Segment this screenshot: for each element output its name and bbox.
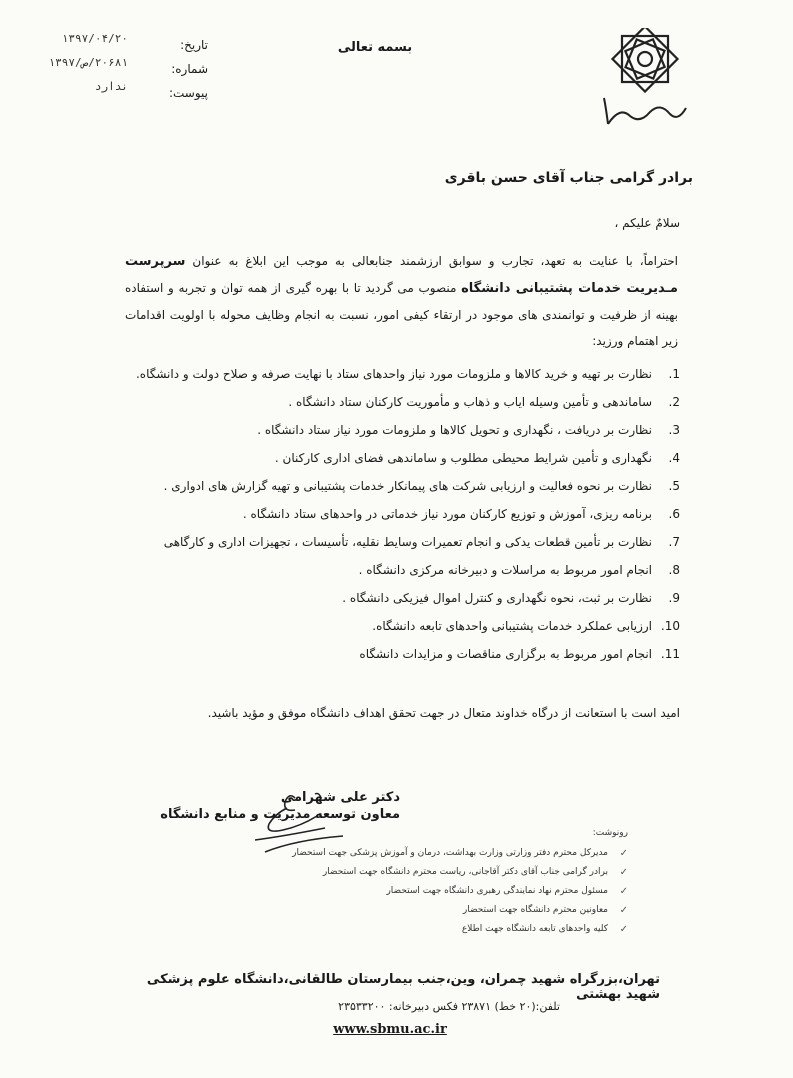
duty-text: نظارت بر تأمین قطعات یدکی و انجام تعمیرات وسایط نقلیه، تأسیسات ، تجهیزات اداری و کارگاهی [163,535,652,549]
closing-sentence: امید است با استعانت از درگاه خداوند متعال در جهت تحقق اهداف دانشگاه موفق و مؤید باشید. [207,706,680,720]
cc-item-text: کلیه واحدهای تابعه دانشگاه جهت اطلاع [461,924,608,934]
recipient-line: برادر گرامی جناب آقای حسن باقری [444,170,693,186]
duty-number: 7. [668,535,680,549]
duty-text: نگهداری و تأمین شرایط محیطی مطلوب و ساماندهی فضای اداری کارکنان . [274,451,652,465]
duty-number: 5. [668,479,680,493]
duty-number: 6. [668,507,680,521]
footer-address: تهران،بزرگراه شهید چمران، وین،جنب بیمارستان طالقانی،دانشگاه علوم پزشکی شهید بهشتی [146,972,660,1002]
duties-list [120,360,680,668]
attachment-value: ندارد [94,80,128,93]
duty-text: انجام امور مربوط به برگزاری مناقصات و مزایدات دانشگاه [359,647,652,661]
cc-title: رونوشت: [592,828,628,838]
signatory-name: دکتر علی شهرامی [280,790,400,805]
duty-item [120,444,680,472]
signatory-title: معاون توسعه مدیریت و منابع دانشگاه [160,807,400,822]
duty-text: برنامه ریزی، آموزش و توزیع کارکنان مورد نیاز خدماتی در واحدهای ستاد دانشگاه . [242,507,652,521]
cc-item [108,863,628,882]
cc-list [108,844,628,939]
duty-number: 10. [660,619,680,633]
intro-bold-position: سرپرست مـدیریت خدمات پشتیبانی دانشگاه [125,254,678,296]
duty-text: انجام امور مربوط به مراسلات و دبیرخانه مرکزی دانشگاه . [358,563,652,577]
duty-number: 3. [668,423,680,437]
duty-item [120,612,680,640]
duty-number: 8. [668,563,680,577]
cc-item [108,882,628,901]
cc-item [108,844,628,863]
check-icon: ✓ [619,848,628,859]
website-link[interactable]: www.sbmu.ac.ir [333,1022,447,1037]
check-icon: ✓ [619,867,628,878]
university-logo-icon [600,28,690,128]
attachment-label: پیوست: [168,86,208,100]
duty-text: نظارت بر نحوه فعالیت و ارزیابی شرکت های پیمانکار خدمات پشتیبانی و تهیه گزارش های ادواری . [163,479,652,493]
number-value: ۲۰۶۸۱/ص/۱۳۹۷ [48,56,128,69]
intro-after: منصوب می گردید تا با بهره گیری از همه توان و تجربه و استفاده بهینه از ظرفیت و توانمندی های موجود در ارتقاء کیفی امور، نسبت به انجام وظایف محوله با اولویت اقدامات زیر اهتمام ورزید: [125,281,678,348]
duty-item [120,556,680,584]
invocation-text: بسمه تعالی [337,40,413,55]
date-value: ۱۳۹۷/۰۴/۲۰ [61,32,128,45]
duty-item [120,500,680,528]
duty-item [120,472,680,500]
cc-item-text: برادر گرامی جناب آقای دکتر آقاجانی، ریاست محترم دانشگاه جهت استحضار [322,867,608,877]
duty-text: ساماندهی و تأمین وسیله ایاب و ذهاب و مأموریت کارکنان ستاد دانشگاه . [288,395,652,409]
duty-text: نظارت بر دریافت ، نگهداری و تحویل کالاها و ملزومات مورد نیاز ستاد دانشگاه . [257,423,652,437]
duty-number: 9. [668,591,680,605]
intro-paragraph [125,248,678,354]
duty-item [120,360,680,388]
duty-text: نظارت بر تهیه و خرید کالاها و ملزومات مورد نیاز واحدهای ستاد با نهایت صرفه و صلاح دولت و دانشگاه. [135,367,652,381]
check-icon: ✓ [619,924,628,935]
date-label: تاریخ: [180,38,208,52]
check-icon: ✓ [619,905,628,916]
cc-item [108,901,628,920]
duty-item [120,640,680,668]
intro-before: احتراماً، با عنایت به تعهد، تجارب و سوابق ارزشمند جنابعالی به موجب این ابلاغ به عنوان [192,254,678,268]
duty-number: 11. [660,647,680,661]
cc-item-text: مسئول محترم نهاد نمایندگی رهبری دانشگاه جهت استحضار [386,886,608,896]
cc-item-text: مدیرکل محترم دفتر وزارتی وزارت بهداشت، درمان و آموزش پزشکی جهت استحضار [292,848,608,858]
duty-text: ارزیابی عملکرد خدمات پشتیبانی واحدهای تابعه دانشگاه. [372,619,652,633]
duty-number: 2. [668,395,680,409]
check-icon: ✓ [619,886,628,897]
duty-number: 1. [668,367,680,381]
letter-meta-values [18,27,128,99]
cc-section [108,828,628,939]
duty-item [120,584,680,612]
duty-item [120,528,680,556]
letter-meta-labels [148,33,208,105]
number-label: شماره: [171,62,208,76]
duty-item [120,388,680,416]
duty-text: نظارت بر ثبت، نحوه نگهداری و کنترل اموال فیزیکی دانشگاه . [342,591,652,605]
cc-item [108,920,628,939]
duty-number: 4. [668,451,680,465]
salutation: سلامٌ علیکم ، [614,216,680,230]
duty-item [120,416,680,444]
cc-item-text: معاونین محترم دانشگاه جهت استحضار [462,905,608,915]
footer-phone: تلفن:(۲۰ خط) ۲۳۸۷۱ فکس دبیرخانه: ۲۳۵۳۳۲۰۰ [338,1000,560,1013]
signature-block [150,790,400,822]
